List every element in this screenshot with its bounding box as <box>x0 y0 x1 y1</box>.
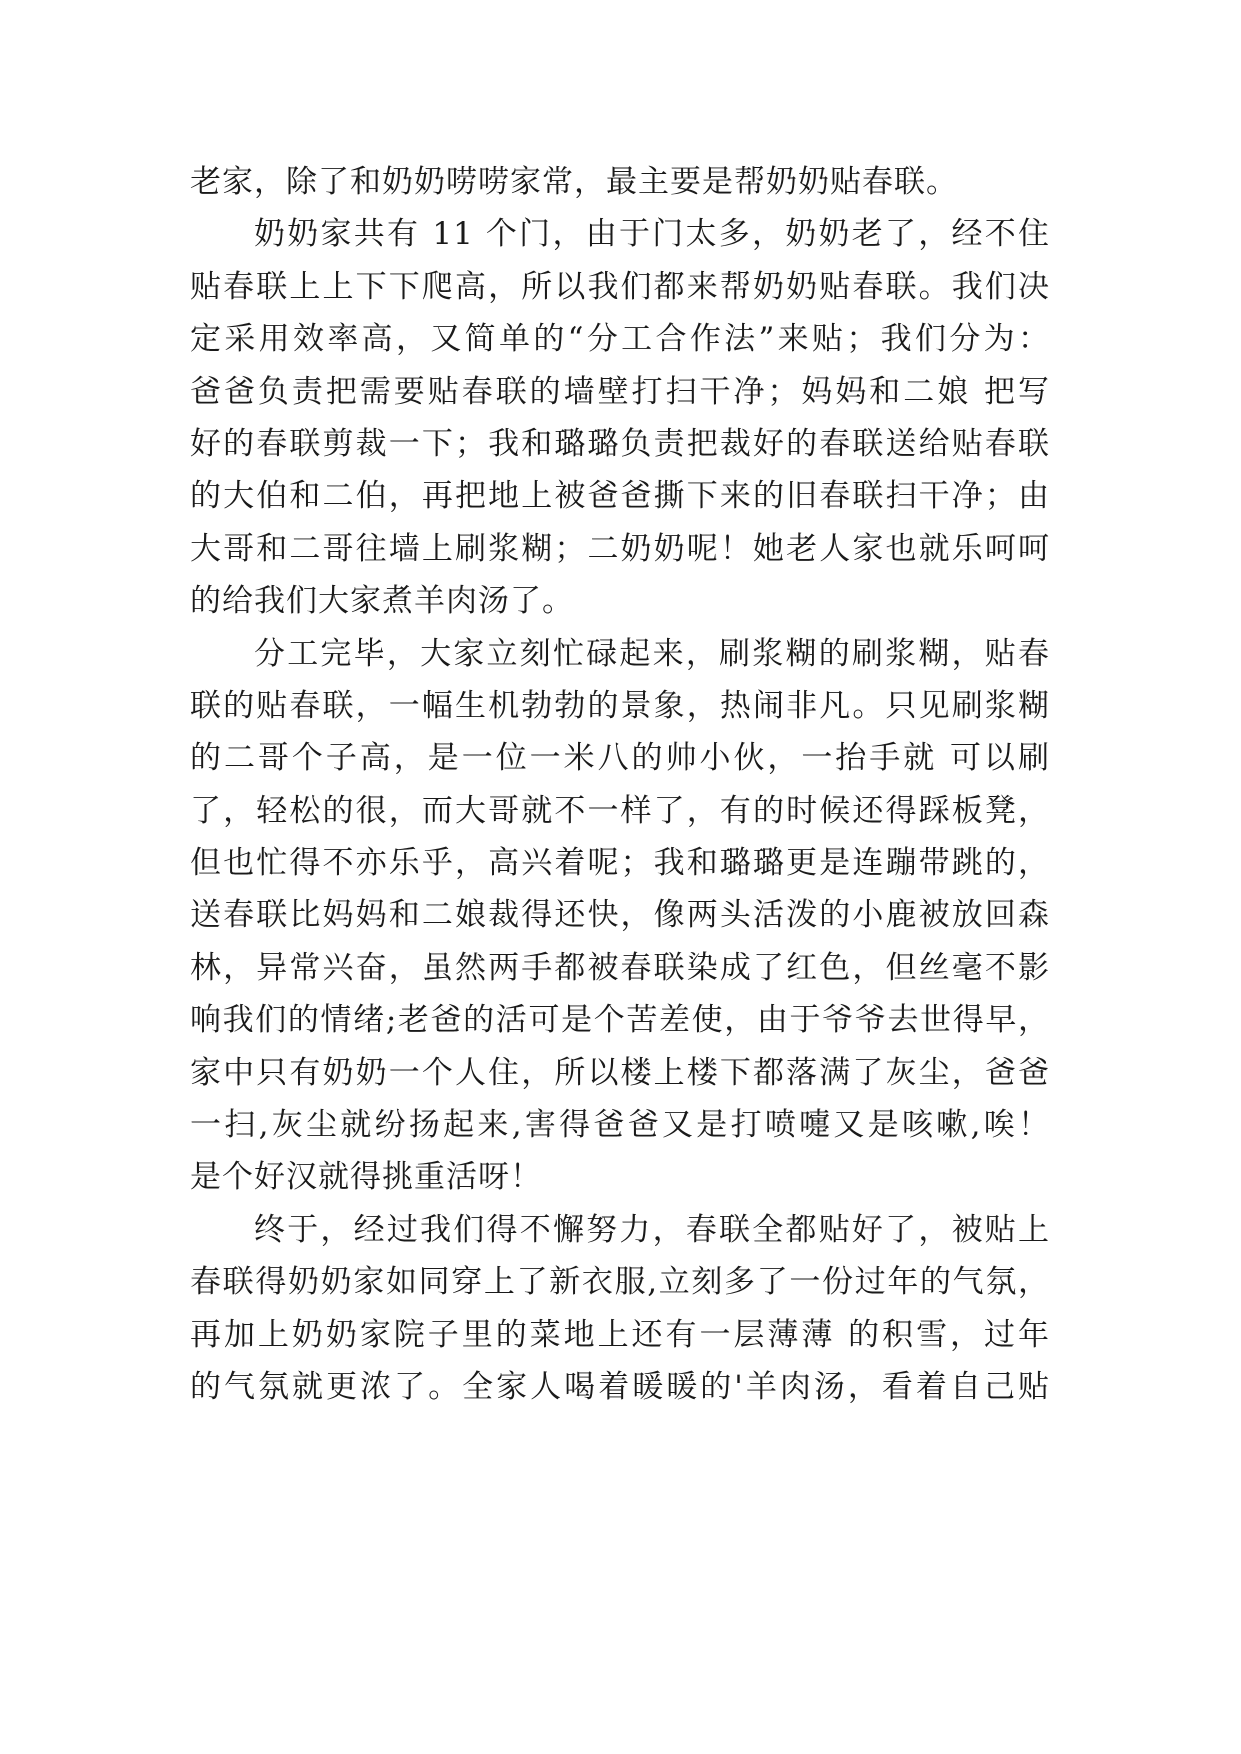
text-line: 送春联比妈妈和二娘裁得还快，像两头活泼的小鹿被放回森 <box>190 897 1050 934</box>
text-line: 家中只有奶奶一个人住，所以楼上楼下都落满了灰尘，爸爸 <box>190 1054 1050 1091</box>
text-line: 终于，经过我们得不懈努力，春联全都贴好了，被贴上 <box>254 1211 1050 1248</box>
text-line: 林，异常兴奋，虽然两手都被春联染成了红色，但丝毫不影 <box>190 949 1050 986</box>
text-line: 分工完毕，大家立刻忙碌起来，刷浆糊的刷浆糊，贴春 <box>254 635 1050 672</box>
text-line: 联的贴春联，一幅生机勃勃的景象，热闹非凡。只见刷浆糊 <box>190 687 1050 724</box>
text-line: 好的春联剪裁一下；我和璐璐负责把裁好的春联送给贴春联 <box>190 425 1050 462</box>
text-line: 一扫,灰尘就纷扬起来,害得爸爸又是打喷嚏又是咳嗽,唉！ <box>190 1107 1050 1144</box>
text-line: 大哥和二哥往墙上刷浆糊；二奶奶呢！她老人家也就乐呵呵 <box>190 530 1050 567</box>
text-line: 的二哥个子高，是一位一米八的帅小伙，一抬手就 可以刷 <box>190 740 1050 777</box>
text-line: 的大伯和二伯，再把地上被爸爸撕下来的旧春联扫干净；由 <box>190 478 1050 515</box>
text-line: 爸爸负责把需要贴春联的墙壁打扫干净；妈妈和二娘 把写 <box>190 373 1050 410</box>
text-line: 定采用效率高，又简单的“分工合作法”来贴；我们分为： <box>190 321 1050 358</box>
body-text <box>190 156 1050 1413</box>
text-line: 春联得奶奶家如同穿上了新衣服,立刻多了一份过年的气氛， <box>190 1264 1050 1301</box>
text-line: 奶奶家共有 11 个门，由于门太多，奶奶老了，经不住 <box>254 216 1050 253</box>
text-line: 再加上奶奶家院子里的菜地上还有一层薄薄 的积雪，过年 <box>190 1316 1050 1353</box>
text-line: 是个好汉就得挑重活呀！ <box>190 1159 542 1196</box>
text-line: 贴春联上上下下爬高，所以我们都来帮奶奶贴春联。我们决 <box>190 268 1050 305</box>
text-line: 了，轻松的很，而大哥就不一样了，有的时候还得踩板凳， <box>190 792 1050 829</box>
text-line: 但也忙得不亦乐乎，高兴着呢；我和璐璐更是连蹦带跳的， <box>190 845 1050 882</box>
text-line: 响我们的情绪;老爸的活可是个苦差使，由于爷爷去世得早， <box>190 1002 1050 1039</box>
text-line: 的给我们大家煮羊肉汤了。 <box>190 583 574 620</box>
text-line: 老家，除了和奶奶唠唠家常，最主要是帮奶奶贴春联。 <box>190 164 958 200</box>
text-line: 的气氛就更浓了。全家人喝着暖暖的'羊肉汤，看着自己贴 <box>190 1368 1050 1405</box>
